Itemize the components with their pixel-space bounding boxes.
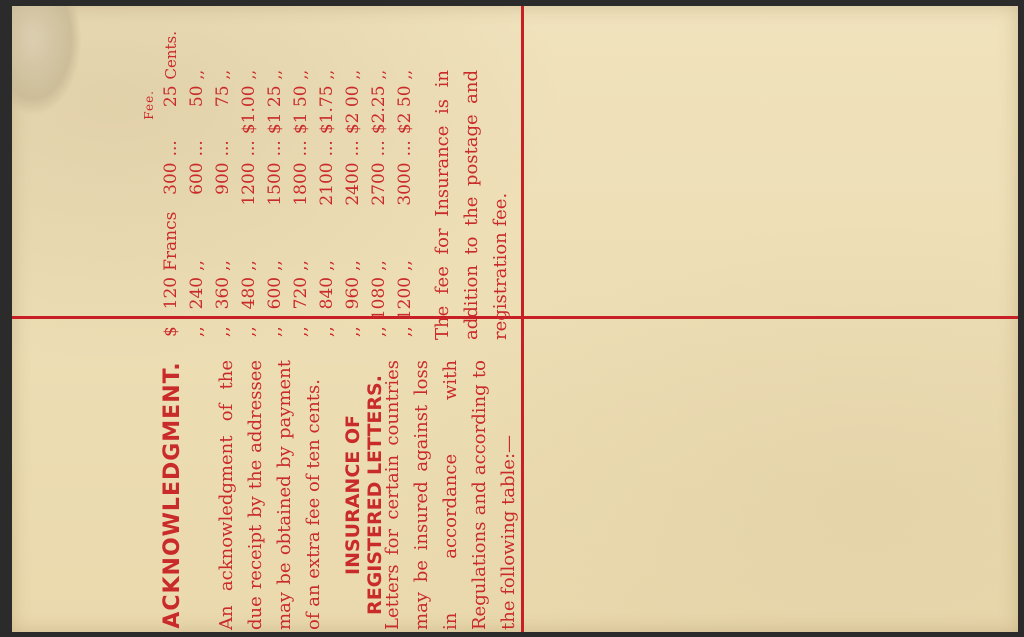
table-row [314, 28, 340, 340]
table-row [366, 28, 392, 340]
francs-cell: 2700 [369, 162, 389, 206]
fee-cell: $1 50 [291, 85, 311, 135]
insurance-closing-note: The fee for Insurance is in addition to the postage and registration fee. [432, 70, 511, 340]
table-row [262, 28, 288, 340]
fee-unit-cell: ,, [188, 69, 206, 80]
francs-cell: 2400 [343, 162, 363, 206]
table-row [392, 28, 418, 340]
francs-cell: 1800 [291, 162, 311, 206]
fee-cell: 25 [161, 85, 181, 108]
currency-cell: ,, [343, 326, 363, 337]
left-column [138, 360, 523, 630]
amount-cell: 1200 [395, 276, 415, 321]
table-row [340, 28, 366, 340]
unit-cell: ,, [187, 260, 207, 271]
fee-unit-cell: Cents. [162, 30, 180, 80]
currency-cell: ,, [395, 326, 415, 337]
unit-cell: ,, [395, 260, 415, 271]
currency-cell: ,, [317, 326, 337, 337]
fee-cell: $2 00 [343, 85, 363, 135]
amount-cell: 480 [239, 276, 259, 310]
amount-cell: 840 [317, 276, 337, 310]
leader-dots: ... [265, 140, 285, 157]
leader-dots: ... [395, 140, 415, 157]
unit-cell: Francs [161, 211, 181, 271]
currency-cell: ,, [187, 326, 207, 337]
unit-cell: ,, [213, 260, 233, 271]
insurance-table [158, 28, 418, 340]
fee-unit-cell: ,, [214, 69, 232, 80]
currency-cell: ,, [265, 326, 285, 337]
fee-cell: $1.00 [239, 85, 259, 135]
leader-dots: ... [161, 140, 181, 157]
printed-panel [138, 30, 918, 630]
currency-cell: ,, [239, 326, 259, 337]
fee-cell: $2 50 [395, 85, 415, 135]
francs-cell: 300 [161, 162, 181, 195]
leader-dots: ... [291, 140, 311, 157]
amount-cell: 1080 [369, 276, 389, 321]
currency-cell: ,, [369, 326, 389, 337]
leader-dots: ... [369, 140, 389, 157]
right-column [138, 30, 533, 340]
leader-dots: ... [187, 140, 207, 157]
francs-cell: 600 [187, 162, 207, 195]
acknowledgment-text: An acknowledgment of the due receipt by the addressee may be obtained by payment of an extra fee of ten cents. [216, 360, 324, 630]
fee-cell: 75 [213, 85, 233, 108]
francs-cell: 3000 [395, 162, 415, 206]
francs-cell: 2100 [317, 162, 337, 206]
unit-cell: ,, [265, 260, 285, 271]
amount-cell: 720 [291, 276, 311, 310]
table-row [210, 28, 236, 340]
fee-unit-cell: ,, [370, 69, 388, 80]
amount-cell: 960 [343, 276, 363, 310]
unit-cell: ,, [291, 260, 311, 271]
amount-cell: 360 [213, 276, 233, 310]
table-row [158, 28, 184, 340]
fee-cell: $1.75 [317, 85, 337, 135]
insurance-heading: INSURANCE OF REGISTERED LETTERS. [342, 375, 386, 615]
leader-dots: ... [343, 140, 363, 157]
francs-cell: 1200 [239, 162, 259, 206]
francs-cell: 900 [213, 162, 233, 195]
fee-unit-cell: ,, [266, 69, 284, 80]
currency-cell: ,, [213, 326, 233, 337]
fee-cell: $1 25 [265, 85, 285, 135]
paper-tear [12, 6, 82, 116]
amount-cell: 120 [161, 276, 181, 310]
fee-unit-cell: ,, [240, 69, 258, 80]
fee-unit-cell: ,, [396, 69, 414, 80]
leader-dots: ... [239, 140, 259, 157]
unit-cell: ,, [369, 260, 389, 271]
fee-cell: $2.25 [369, 85, 389, 135]
amount-cell: 600 [265, 276, 285, 310]
amount-cell: 240 [187, 276, 207, 310]
fee-unit-cell: ,, [292, 69, 310, 80]
unit-cell: ,, [343, 260, 363, 271]
leader-dots: ... [213, 140, 233, 157]
table-row [236, 28, 262, 340]
table-row [184, 28, 210, 340]
table-row [288, 28, 314, 340]
fee-unit-cell: ,, [344, 69, 362, 80]
currency-cell: ,, [291, 326, 311, 337]
unit-cell: ,, [317, 260, 337, 271]
insurance-text: Letters for certain countries may be insured against loss in accordance with Regulations and according to the following table:— [382, 360, 519, 630]
fee-cell: 50 [187, 85, 207, 108]
unit-cell: ,, [239, 260, 259, 271]
fee-column-header: Fee. [142, 90, 156, 120]
fee-unit-cell: ,, [318, 69, 336, 80]
currency-cell: $ [161, 326, 181, 337]
acknowledgment-heading: ACKNOWLEDGMENT. [160, 361, 185, 629]
francs-cell: 1500 [265, 162, 285, 206]
leader-dots: ... [317, 140, 337, 157]
